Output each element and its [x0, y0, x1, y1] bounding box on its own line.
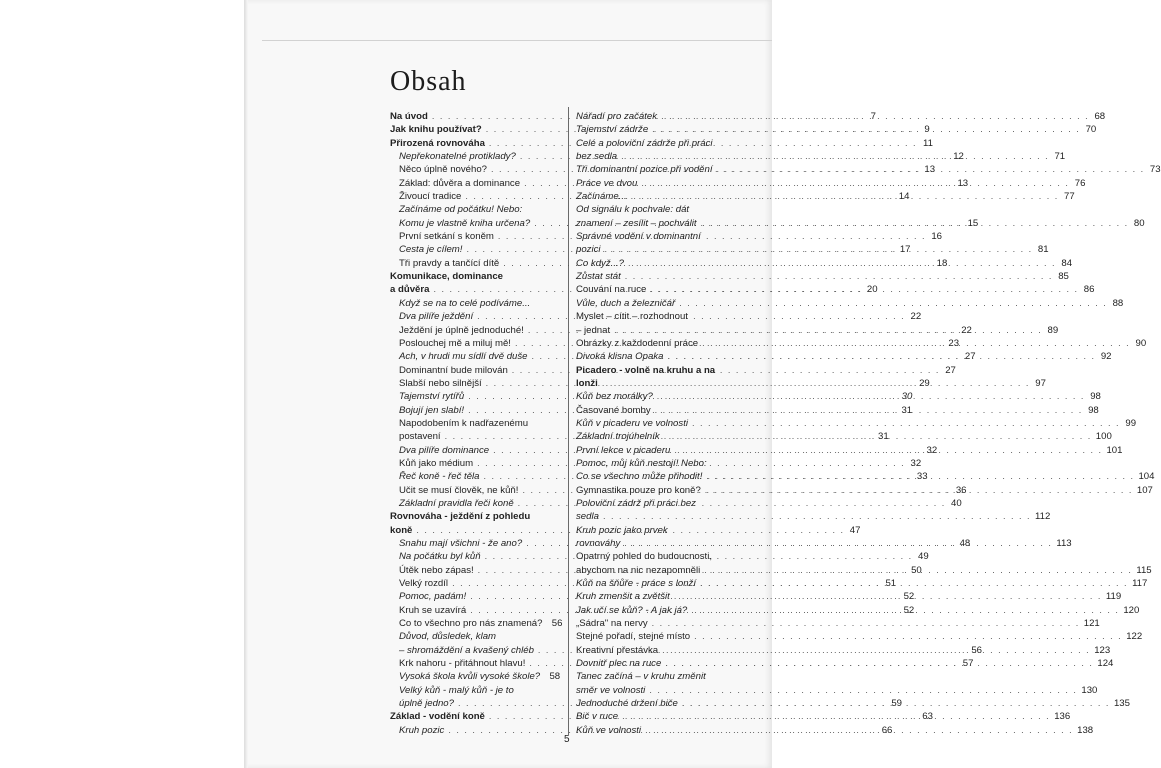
toc-entry-title: Živoucí tradice	[399, 191, 462, 203]
toc-entry-page: 130	[1081, 684, 1098, 696]
toc-entry-title: Přirozená rovnováha	[390, 137, 485, 149]
toc-entry-page: 138	[1077, 724, 1094, 736]
toc-entry-title: Kreativní přestávka	[576, 644, 659, 656]
toc-entry-page: 76	[1074, 177, 1086, 189]
toc-entry-page: 77	[1064, 191, 1075, 203]
toc-entry	[576, 110, 1106, 123]
dot-leader	[705, 484, 1133, 497]
toc-entry-title: Řeč koně - řeč těla	[399, 471, 480, 483]
dot-leader	[706, 470, 1134, 483]
dot-leader	[691, 604, 1119, 617]
toc-entry	[576, 137, 748, 150]
toc-entry-page: 99	[1125, 417, 1137, 429]
toc-entry-page: 57	[962, 658, 974, 670]
toc-entry-title: Napodobením k nadřazenému	[399, 417, 529, 429]
dot-leader	[631, 190, 1059, 203]
toc-entry-page: 70	[1085, 124, 1097, 136]
toc-entry-page: 40	[951, 497, 962, 509]
toc-entry-title: Pomoc, padám!	[399, 591, 467, 603]
toc-entry	[576, 297, 1124, 310]
toc-entry-page: 17	[899, 244, 911, 256]
toc-entry	[390, 630, 560, 643]
toc-entry-page: 51	[885, 578, 897, 590]
toc-entry	[390, 670, 560, 683]
toc-entry-title: – jednat	[576, 324, 611, 336]
dot-leader	[652, 617, 1080, 630]
toc-entry-title: Bič v ruce	[576, 711, 619, 723]
toc-entry-title: a důvěra	[390, 284, 430, 296]
toc-entry-title: Tanec začíná – v kruhu změnit	[576, 671, 706, 683]
toc-entry-page: 113	[1056, 538, 1072, 549]
toc-entry-title: Kůň jako médium	[399, 457, 474, 469]
toc-entry-title: Na počátku byl kůň	[399, 551, 481, 563]
dot-leader	[692, 417, 1120, 430]
toc-entry-page: 80	[1133, 217, 1145, 229]
toc-entry-title: Co když...?	[576, 257, 624, 269]
toc-entry-page: 32	[910, 457, 922, 469]
dot-leader	[649, 684, 1077, 697]
toc-entry-title: Od signálu k pochvale: dát	[576, 204, 690, 216]
dot-leader	[603, 510, 1031, 523]
page-edge-shadow	[244, 0, 248, 768]
toc-entry-title: Tajemství rytířů	[399, 391, 465, 403]
toc-entry-page: 36	[955, 484, 967, 496]
toc-entry-page: 88	[1112, 297, 1124, 309]
toc-entry-page: 22	[961, 324, 972, 336]
page-title: Obsah	[390, 66, 467, 97]
toc-entry-title: Gymnastika pouze pro koně?	[576, 484, 701, 496]
toc-entry-title: Snahu mají všichni - že ano?	[399, 538, 523, 549]
toc-entry-page: 56	[971, 644, 982, 656]
toc-entry-page: 59	[891, 698, 903, 710]
toc-entry-title: Slabší nebo silnější	[399, 377, 482, 389]
toc-entry-title: Picadero - volně na kruhu a na	[576, 364, 716, 376]
toc-entry-page: 73	[1149, 164, 1161, 176]
toc-entry-title: Učit se musí člověk, ne kůň!	[399, 484, 519, 496]
toc-entry-page: 98	[1088, 404, 1099, 416]
toc-entry-title: Vysoká škola kvůli vysoké škole?	[399, 671, 541, 683]
toc-entry-page: 121	[1083, 618, 1100, 630]
toc-entry-title: Dva pilíře dominance	[399, 444, 490, 456]
toc-entry-title: Ježdění je úplně jednoduché!	[399, 324, 524, 336]
toc-entry-title: Couvání na ruce	[576, 284, 647, 296]
dot-leader	[622, 710, 1050, 723]
toc-entry-page: 16	[931, 231, 942, 243]
toc-entry-title: rovnováhy	[576, 538, 621, 549]
dot-leader	[645, 724, 1073, 737]
toc-entry-page: 20	[866, 284, 878, 296]
toc-entry	[390, 297, 560, 310]
toc-entry	[576, 550, 748, 563]
toc-entry-page: 122	[1126, 631, 1143, 643]
toc-entry-page: 14	[898, 191, 910, 203]
dot-leader	[625, 270, 1053, 283]
toc-entry-title: Důvod, důsledek, klam	[399, 631, 497, 643]
dot-leader	[702, 337, 1130, 350]
toc-entry-title: První lekce v picaderu	[576, 444, 671, 456]
toc-entry-page: 32	[926, 444, 938, 456]
toc-entry-title: Celé a poloviční zádrže při práci	[576, 137, 713, 149]
toc-entry-page: 50	[911, 564, 922, 576]
toc-entry-title: Začínáme od počátku! Nebo:	[399, 204, 523, 216]
toc-entry-title: bez sedla	[576, 151, 618, 163]
toc-entry-page: 47	[849, 524, 861, 536]
toc-entry-title: Kůň bez morálky?	[576, 391, 653, 403]
toc-entry-title: „Sádra" na nervy	[576, 618, 648, 630]
toc-entry-title: Tajemství zádrže	[576, 124, 649, 136]
toc-entry-title: úplně jedno?	[399, 698, 454, 710]
toc-entry-title: Co to všechno pro nás znamená?	[399, 618, 543, 630]
toc-entry-title: Kruh pozic jako prvek	[576, 524, 668, 536]
toc-entry-page: 13	[957, 177, 969, 189]
toc-entry-title: Práce ve dvou	[576, 177, 638, 189]
dot-leader	[700, 577, 1128, 590]
toc-entry-title: Správné vodění v dominantní	[576, 231, 701, 243]
toc-entry-page: 63	[922, 711, 933, 723]
dot-leader	[605, 243, 1033, 256]
toc-entry	[576, 123, 1097, 136]
toc-entry-title: směr ve volnosti	[576, 684, 646, 696]
toc-entry-title: Myslet – cítit – rozhodnout	[576, 311, 688, 323]
toc-entry-title: Nářadí pro začátek	[576, 111, 658, 122]
toc-entry-page: 98	[1090, 391, 1101, 403]
toc-entry-title: První setkání s koněm	[399, 231, 494, 243]
toc-entry-title: Velký rozdíl	[399, 578, 449, 590]
toc-entry-page: 15	[967, 217, 979, 229]
toc-entry-page: 100	[1095, 431, 1112, 443]
toc-entry	[390, 617, 563, 630]
toc-entry-title: Útěk nebo zápas!	[399, 564, 474, 576]
toc-entry-page: 56	[551, 618, 563, 630]
toc-entry	[576, 524, 748, 537]
toc-entry-title: Tři dominantní pozice při vodění	[576, 164, 713, 176]
toc-entry-page: 22	[910, 311, 922, 323]
toc-entry	[576, 270, 1069, 283]
toc-entry-title: Kruh se uzavírá	[399, 604, 467, 616]
toc-entry-title: – shromáždění a kvašený chléb	[399, 644, 534, 656]
toc-entry-page: 86	[1083, 284, 1095, 296]
dot-leader	[602, 377, 1030, 390]
toc-entry-title: Obrázky z každodenní práce	[576, 337, 699, 349]
toc-entry	[576, 510, 1051, 523]
dot-leader	[717, 163, 1145, 176]
toc-entry-title: abychom na nic nezapomněli	[576, 564, 701, 576]
toc-entry-title: Ach, v hrudi mu sídlí dvě duše	[399, 351, 528, 363]
toc-entry	[576, 417, 1137, 430]
dot-leader	[665, 657, 1093, 670]
toc-entry-page: 52	[903, 591, 915, 603]
toc-entry-page: 117	[1132, 578, 1148, 590]
toc-entry-page: 68	[1094, 111, 1106, 122]
top-rule	[262, 40, 772, 41]
toc-entry-title: Poslouchej mě a miluj mě!	[399, 337, 511, 349]
toc-entry-title: Kruh zmenšit a zvětšit	[576, 591, 670, 603]
toc-entry-title: Rovnováha - ježdění z pohledu	[390, 511, 531, 523]
toc-entry	[390, 684, 560, 697]
dot-leader	[624, 537, 1052, 550]
toc-entry-page: 31	[878, 431, 889, 443]
toc-entry-title: Poloviční zádrž při práci bez	[576, 497, 696, 509]
toc-entry-page: 120	[1123, 604, 1140, 616]
toc-entry-page: 89	[1047, 324, 1059, 336]
toc-entry-page: 119	[1105, 591, 1122, 603]
dot-leader	[679, 297, 1107, 310]
toc-entry-page: 135	[1113, 698, 1130, 710]
toc-entry-page: 84	[1061, 257, 1073, 269]
toc-entry-page: 81	[1037, 244, 1049, 256]
toc-entry-page: 48	[959, 538, 971, 549]
toc-entry-page: 30	[901, 391, 913, 403]
page-number: 5	[564, 734, 570, 745]
toc-entry	[576, 630, 1143, 643]
toc-entry	[576, 457, 748, 470]
toc-entry-title: znamení – zesílit – pochválit	[576, 217, 697, 229]
toc-entry-title: Kůň ve volnosti	[576, 724, 642, 736]
toc-entry-title: Dovnitř plec na ruce	[576, 658, 662, 670]
toc-entry	[390, 270, 560, 283]
toc-entry-page: 13	[924, 164, 936, 176]
toc-entry-page: 9	[924, 124, 930, 136]
toc-entry-title: Komu je vlastně kniha určena?	[399, 217, 531, 229]
toc-entry-page: 97	[1035, 377, 1046, 389]
toc-entry-title: Základ: důvěra a dominance	[399, 177, 521, 189]
toc-entry-title: Komunikace, dominance	[390, 271, 504, 283]
dot-leader	[657, 390, 1085, 403]
toc-entry-page: 27	[964, 351, 976, 363]
toc-entry	[576, 203, 748, 216]
toc-entry-title: Vůle, duch a železničář	[576, 297, 676, 309]
dot-leader	[652, 123, 1080, 136]
toc-entry	[390, 203, 560, 216]
toc-entry-title: Dominantní bude milován	[399, 364, 508, 376]
toc-entry	[576, 617, 1100, 630]
toc-entry-page: 18	[936, 257, 948, 269]
toc-entry-title: Pomoc, můj kůň nestojí! Nebo:	[576, 457, 707, 469]
toc-entry-title: Dva pilíře ježdění	[399, 311, 474, 323]
toc-entry-title: Nepřekonatelné protiklady?	[399, 151, 516, 163]
dot-leader	[614, 324, 1042, 337]
toc-entry-title: Krk nahoru - přitáhnout hlavu!	[399, 658, 526, 670]
dot-leader	[701, 217, 1129, 230]
dot-leader	[641, 177, 1069, 190]
toc-entry	[576, 684, 1098, 697]
toc-entry-title: Časované bomby	[576, 404, 651, 416]
toc-entry-page: 123	[1094, 644, 1111, 656]
toc-entry-page: 107	[1136, 484, 1153, 496]
toc-entry-title: Kruh pozic	[399, 724, 445, 736]
toc-entry-title: Opatrný pohled do budoucnosti,	[576, 551, 713, 563]
toc-entry-page: 29	[919, 377, 930, 389]
toc-entry	[576, 230, 748, 243]
toc-entry-page: 11	[923, 137, 933, 149]
toc-entry-page: 90	[1135, 337, 1147, 349]
toc-entry-page: 49	[917, 551, 929, 563]
dot-leader	[667, 350, 1095, 363]
toc-entry-title: Jak učí se kůň? - A jak já?	[576, 604, 688, 616]
dot-leader	[655, 404, 1083, 417]
toc-entry-title: Kůň na šňůře - práce s lonží	[576, 578, 696, 590]
toc-entry-page: 7	[870, 111, 876, 122]
toc-entry-page: 52	[903, 604, 915, 616]
dot-leader	[621, 150, 1049, 163]
toc-entry-title: Zůstat stát	[576, 271, 621, 283]
background-margin	[0, 0, 244, 768]
toc-entry-title: pozici	[576, 244, 601, 256]
toc-entry-page: 136	[1054, 711, 1071, 723]
toc-entry-title: Když se na to celé podíváme...	[399, 297, 531, 309]
toc-entry-title: Tři pravdy a tančící dítě	[399, 257, 500, 269]
toc-entry-title: Něco úplně nového?	[399, 164, 488, 176]
toc-entry-title: Na úvod	[390, 111, 428, 122]
dot-leader	[682, 697, 1110, 710]
toc-entry	[576, 364, 748, 377]
toc-entry-title: Základní trojúhelník	[576, 431, 660, 443]
toc-entry-title: Jak knihu používat?	[390, 124, 482, 136]
toc-entry-page: 115	[1136, 564, 1152, 576]
toc-entry-title: Cesta je cílem!	[399, 244, 463, 256]
toc-entry-page: 27	[945, 364, 956, 376]
toc-entry	[576, 670, 748, 683]
toc-entry-title: lonži	[576, 377, 598, 389]
toc-entry-page: 101	[1106, 444, 1123, 456]
toc-entry-page: 33	[916, 471, 928, 483]
toc-entry-title: Základní pravidla řeči koně	[399, 497, 514, 509]
toc-entry-page: 66	[881, 724, 893, 736]
toc-entry-page: 124	[1097, 658, 1114, 670]
dot-leader	[664, 430, 1092, 443]
dot-leader	[628, 257, 1056, 270]
toc-entry-page: 92	[1100, 351, 1112, 363]
toc-entry-page: 23	[948, 337, 960, 349]
toc-entry-title: Jednoduché držení biče	[576, 698, 678, 710]
toc-entry-page: 58	[549, 671, 561, 683]
toc-entry-page: 85	[1058, 271, 1069, 283]
dot-leader	[704, 564, 1132, 577]
toc-entry-title: Divoká klisna Opaka	[576, 351, 664, 363]
dot-leader	[674, 444, 1102, 457]
toc-entry-title: sedla	[576, 511, 599, 523]
toc-entry-title: Základ - vodění koně	[390, 711, 485, 723]
toc-entry-page: 104	[1138, 471, 1155, 483]
toc-entry-title: postavení	[399, 431, 441, 443]
toc-entry-page: 12	[953, 151, 964, 163]
toc-entry-title: koně	[390, 524, 413, 536]
toc-entry-title: Co se všechno může přihodit!	[576, 471, 703, 483]
dot-leader	[674, 590, 1102, 603]
toc-entry-page: 71	[1054, 151, 1066, 163]
toc-entry-title: Kůň v picaderu ve volnosti	[576, 417, 688, 429]
dot-leader	[661, 110, 1089, 123]
toc-entry	[390, 510, 560, 523]
toc-entry-title: Velký kůň - malý kůň - je to	[399, 684, 514, 696]
toc-entry-title: Bojují jen slabí!	[399, 404, 465, 416]
toc-entry	[576, 310, 748, 323]
dot-leader	[694, 630, 1122, 643]
toc-entry-title: Stejné pořadí, stejné místo	[576, 631, 691, 643]
toc-entry-title: Začínáme...	[576, 191, 627, 203]
dot-leader	[650, 283, 1078, 296]
toc-entry	[576, 497, 748, 510]
dot-leader	[662, 644, 1090, 657]
toc-entry-page: 112	[1035, 511, 1051, 523]
toc-entry-page: 31	[901, 404, 913, 416]
toc-entry	[390, 417, 560, 430]
